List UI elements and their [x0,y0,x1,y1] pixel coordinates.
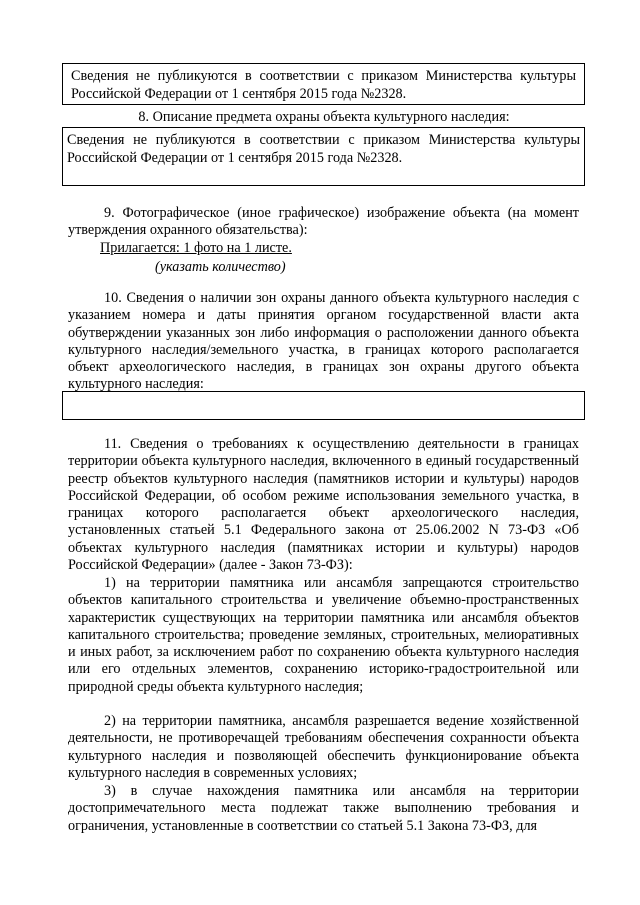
info-box-restricted-1-text: Сведения не публикуются в соответствии с приказом Министерства культуры Российской Федерации от 1 сентября 2015 года №2328. [71,68,576,102]
info-box-restricted-2 [62,127,585,186]
item-11-paragraph: 11. Сведения о требованиях к осуществлению деятельности в границах территории объекта культурного наследия, включенного в единый государственный реестр объектов культурного наследия (памятников истории и культуры) народов Российской Федерации, об особом режиме использования земельного участка, в границах которого располагается объект археологического наследия, установленных статьей 5.1 Федерального закона от 25.06.2002 N 73-ФЗ «Об объектах культурного наследия (памятниках истории и культуры) народов Российской Федерации» (далее - Закон 73-ФЗ): [68,436,579,574]
item-9-attached-note: Прилагается: 1 фото на 1 листе. [100,240,292,256]
item-8-heading: 8. Описание предмета охраны объекта культурного наследия: [138,109,510,125]
zones-info-box [62,391,585,420]
item-9-paragraph: 9. Фотографическое (иное графическое) изображение объекта (на момент утверждения охранного обязательства): [68,205,579,239]
info-box-restricted-1 [62,63,585,105]
info-box-restricted-2-text: Сведения не публикуются в соответствии с приказом Министерства культуры Российской Федерации от 1 сентября 2015 года №2328. [67,132,580,166]
item-11-point-2: 2) на территории памятника, ансамбля разрешается ведение хозяйственной деятельности, не противоречащей требованиям обеспечения сохранности объекта культурного наследия и позволяющей обеспечить функционирование объекта культурного наследия в современных условиях; [68,713,579,781]
item-11-point-3: 3) в случае нахождения памятника или ансамбля на территории достопримечательного места подлежат также выполнению требования и ограничения, установленные в соответствии со статьей 5.1 Закона 73-ФЗ, для [68,783,579,834]
item-11-point-1: 1) на территории памятника или ансамбля запрещаются строительство объектов капитального строительства и увеличение объемно-пространственных характеристик существующих на территории памятника или ансамбля объектов капитального строительства; проведение земляных, строительных, мелиоративных и иных работ, за исключением работ по сохранению объекта культурного наследия или его отдельных элементов, сохранению историко-градостроительной или природной среды объекта культурного наследия; [68,575,579,695]
item-9-quantity-hint: (указать количество) [155,259,286,275]
item-10-paragraph: 10. Сведения о наличии зон охраны данного объекта культурного наследия с указанием номера и даты принятия органом государственной власти акта обутверждении указанных зон либо информация о расположении данного объекта культурного наследия/земельного участка, в границах которого располагается объект археологического наследия, в границах зон охраны другого объекта культурного наследия: [68,290,579,393]
